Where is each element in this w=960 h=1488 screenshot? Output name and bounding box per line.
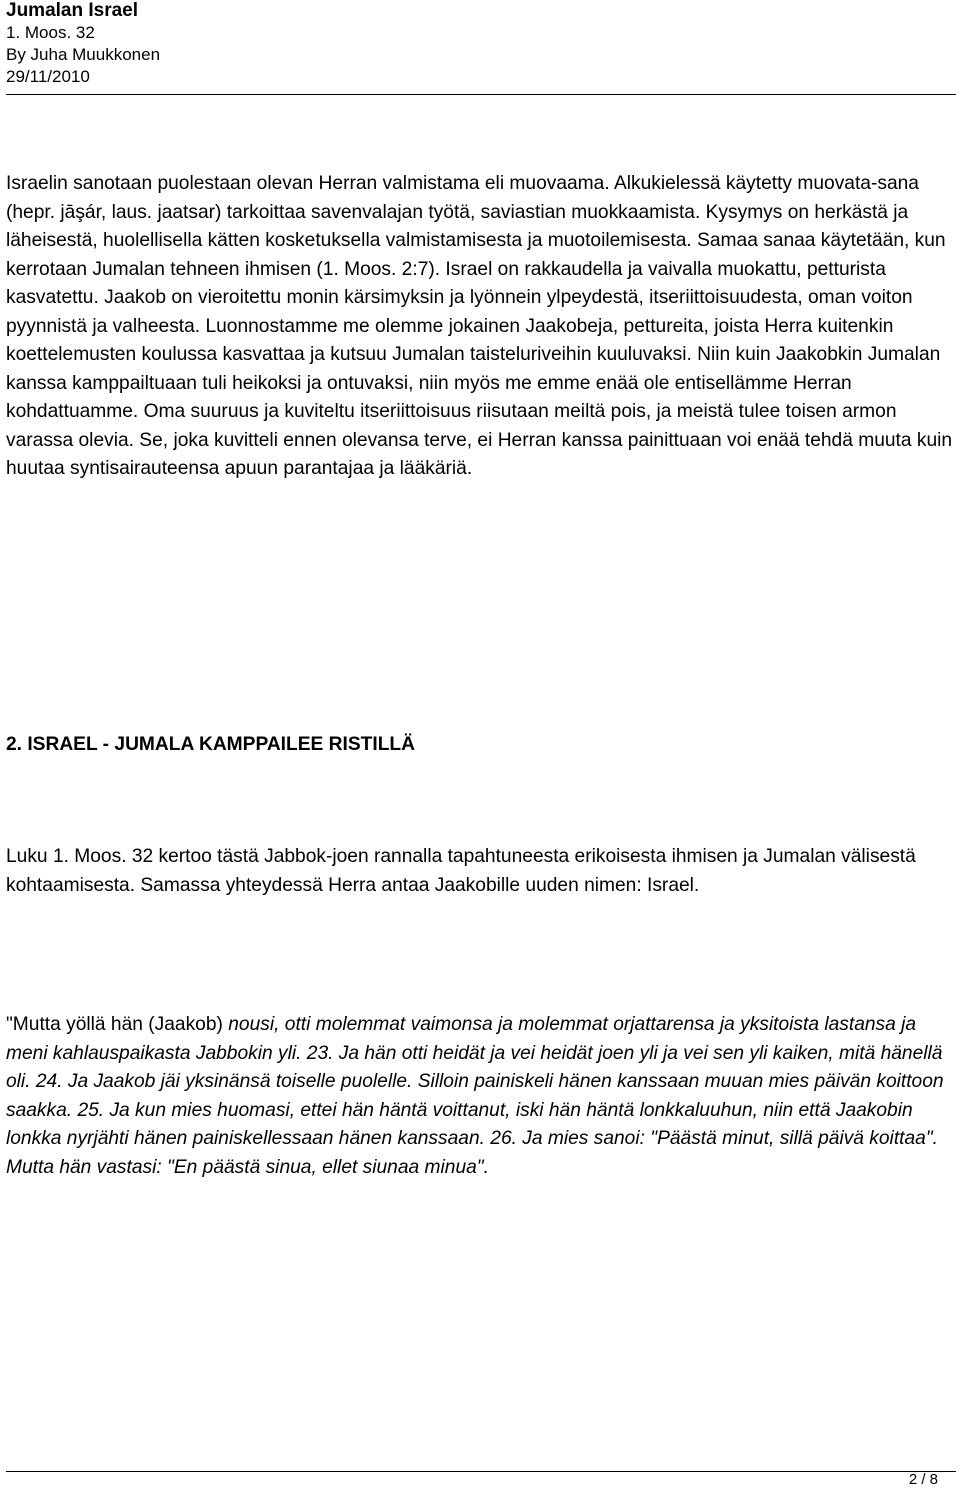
scripture-quote — [6, 1011, 956, 1182]
publish-date: 29/11/2010 — [6, 67, 90, 86]
page-number: 2 / 8 — [908, 1471, 938, 1488]
body-paragraph-1: Israelin sanotaan puolestaan olevan Herran valmistama eli muovaama. Alkukielessä käytetty muovata-sana (hepr. jāşár, laus. jaatsar) tarkoittaa savenvalajan työtä, saviastian muokkaamista. Kysymys on herkästä ja läheisestä, huolellisella kätten kosketuksella valmistamisesta ja muotoilemisesta. Samaa sanaa käytetään, kun kerrotaan Jumalan tehneen ihmisen (1. Moos. 2:7). Israel on rakkaudella ja vaivalla muokattu, petturista kasvatettu. Jaakob on vieroitettu monin kärsimyksin ja lyönnein ylpeydestä, itseriittoisuudesta, oman voiton pyynnistä ja valheesta. Luonnostamme me olemme jokainen Jaakobeja, pettureita, joista Herra kuitenkin koettelemusten koulussa kasvattaa ja kutsuu Jumalan taisteluriveihin kuuluvaksi. Niin kuin Jaakobkin Jumalan kanssa kamppailtuaan tuli heikoksi ja ontuvaksi, niin myös me emme enää ole entisellämme Herran kohdattuamme. Oma suuruus ja kuviteltu itseriittoisuus riisutaan meiltä pois, ja meistä tulee toisen armon varassa olevia. Se, joka kuvitteli ennen olevansa terve, ei Herran kanssa painittuaan voi enää tehdä muuta kuin huutaa syntisairauteensa apuun parantajaa ja lääkäriä. — [6, 173, 953, 479]
scripture-reference: 1. Moos. 32 — [6, 23, 95, 42]
document-title: Jumalan Israel — [6, 0, 139, 21]
section-heading: 2. ISRAEL - JUMALA KAMPPAILEE RISTILLÄ — [6, 734, 415, 755]
quote-text: nousi, otti molemmat vaimonsa ja molemmat orjattarensa ja yksitoista lastansa ja meni kahlauspaikasta Jabbokin yli. 23. Ja hän otti heidät ja vei heidät joen yli ja vei sen yli kaiken, mitä hänellä oli. 24. Ja Jaakob jäi yksinänsä toiselle puolelle. Silloin painiskeli hänen kanssaan muuan mies päivän koittoon saakka. 25. Ja kun mies huomasi, ettei hän häntä voittanut, iski hän häntä lonkkaluuhun, niin että Jaakobin lonkka nyrjähti hänen painiskellessaan hänen kanssaan. 26. Ja mies sanoi: "Päästä minut, sillä päivä koittaa". Mutta hän vastasi: "En päästä sinua, ellet siunaa minua". — [6, 1014, 944, 1178]
quote-intro: "Mutta yöllä hän (Jaakob) — [6, 1014, 229, 1035]
footer-divider — [6, 1471, 956, 1472]
body-paragraph-2: Luku 1. Moos. 32 kertoo tästä Jabbok-joen rannalla tapahtuneesta erikoisesta ihmisen ja Jumalan välisestä kohtaamisesta. Samassa yhteydessä Herra antaa Jaakobille uuden nimen: Israel. — [6, 846, 916, 896]
document-header — [6, 0, 956, 88]
author-line: By Juha Muukkonen — [6, 45, 161, 64]
header-divider — [6, 94, 956, 95]
